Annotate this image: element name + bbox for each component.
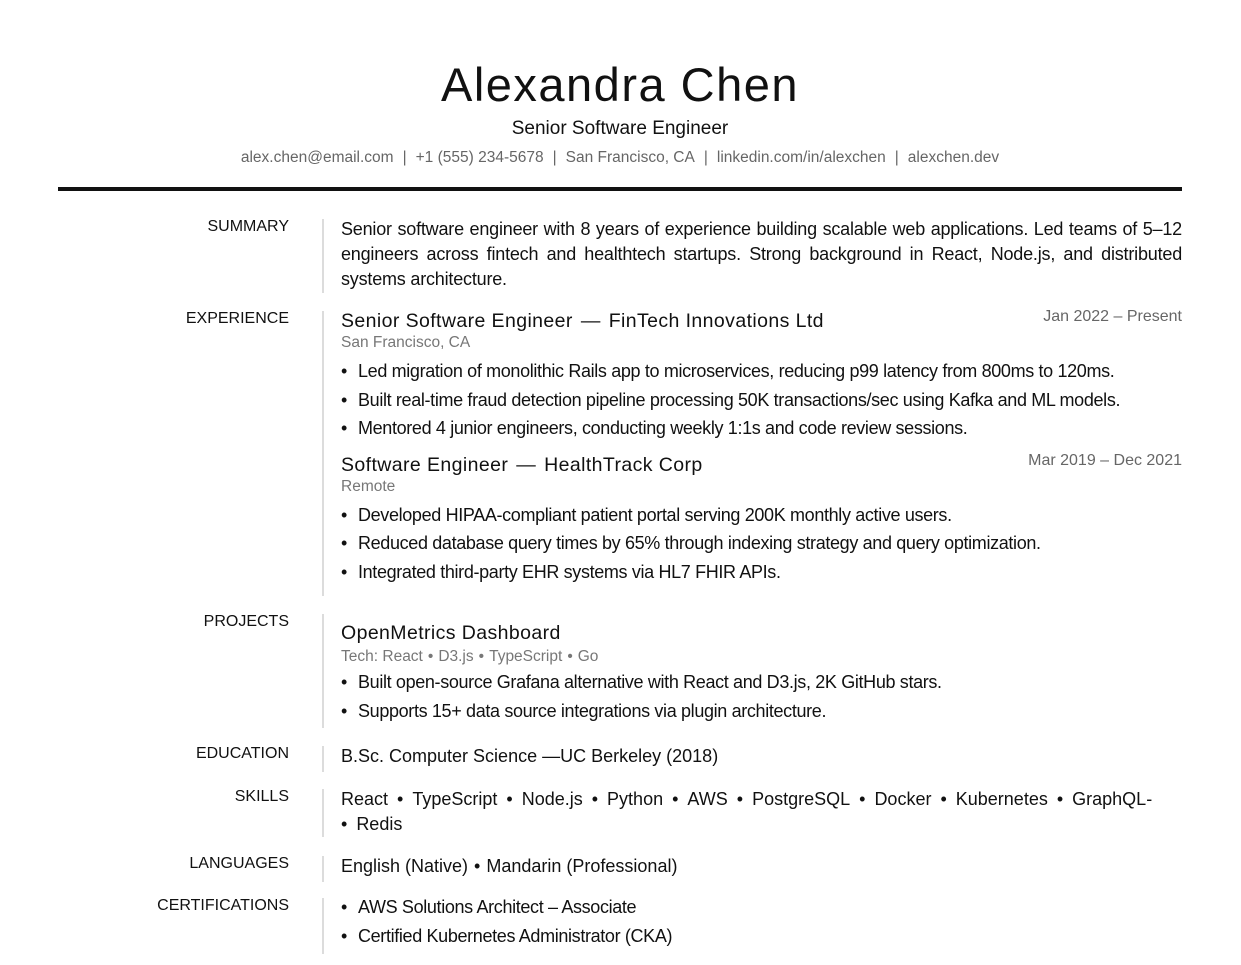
job-header [341, 309, 1182, 333]
education-degree: B.Sc. Computer Science [341, 746, 538, 766]
header-divider [58, 187, 1182, 191]
contact-linkedin: linkedin.com/in/alexchen [716, 149, 886, 166]
language-item: English (Native) [341, 856, 469, 876]
bullet-text: Led migration of monolithic Rails app to microservices, reducing p99 latency from 800ms to 120ms. [358, 361, 1115, 381]
certification-text: AWS Solutions Architect – Associate [358, 897, 637, 917]
job-bullets [341, 357, 1182, 443]
job-role: Senior Software Engineer [341, 310, 573, 332]
summary-text: Senior software engineer with 8 years of experience building scalable web applications. Led teams of 5–12 engineers across fintech and healthtech startups. Strong background in React, Node.js, and distributed systems architecture. [341, 219, 1182, 289]
experience-list [341, 309, 1182, 586]
bullet-icon: • [341, 672, 347, 692]
tech-item: Go [577, 648, 599, 665]
list-item [341, 386, 1182, 415]
job-role: Software Engineer [341, 453, 509, 476]
job-entry [341, 309, 1182, 443]
summary-section [58, 217, 1182, 295]
bullet-icon: • [341, 561, 347, 582]
skill-separator: • [397, 789, 404, 809]
bullet-icon: • [341, 418, 347, 438]
bullet-text: Integrated third-party EHR systems via HL7 FHIR APIs. [358, 561, 781, 582]
skill-separator: • [672, 789, 679, 809]
skill-item: Docker [874, 789, 932, 809]
certification-bullets [341, 893, 1182, 950]
bullet-icon: • [341, 389, 347, 410]
projects-section [58, 612, 1182, 730]
list-item [341, 893, 1182, 922]
bullet-text: Built open-source Grafana alternative with React and D3.js, 2K GitHub stars. [358, 672, 942, 692]
tech-separator: • [478, 648, 485, 665]
job-dates: Mar 2019 – Dec 2021 [1028, 451, 1182, 469]
language-item: Mandarin (Professional) [486, 856, 678, 876]
job-dash: — [580, 310, 601, 332]
contact-separator: | [703, 149, 708, 166]
contact-location: San Francisco, CA [565, 149, 695, 166]
bullet-text: Mentored 4 junior engineers, conducting weekly 1:1s and code review sessions. [358, 418, 968, 438]
list-item [341, 697, 1182, 726]
contact-line [58, 148, 1182, 168]
job-bullets [341, 501, 1182, 587]
skill-item: Kubernetes [955, 789, 1048, 809]
skill-item: React [341, 789, 389, 809]
skill-separator: • [591, 789, 599, 809]
education-section [58, 744, 1182, 774]
section-divider [322, 789, 324, 837]
job-location: Remote [341, 477, 396, 495]
certifications-section [58, 896, 1182, 956]
skill-separator: • [1056, 789, 1064, 809]
skill-separator: • [940, 789, 947, 809]
list-item [341, 668, 1182, 697]
job-company: HealthTrack Corp [544, 453, 703, 476]
education-dash: — [542, 746, 561, 766]
experience-section [58, 309, 1182, 599]
candidate-title: Senior Software Engineer [511, 118, 729, 139]
skills-list [341, 787, 1182, 837]
bullet-icon: • [341, 700, 347, 721]
project-entry [341, 621, 1182, 725]
section-label-experience: EXPERIENCE [185, 310, 289, 327]
job-company: FinTech Innovations Ltd [608, 310, 824, 332]
skill-separator: • [341, 814, 348, 834]
education-school: UC Berkeley [560, 746, 662, 766]
bullet-icon: • [341, 925, 347, 946]
section-label-summary: SUMMARY [207, 218, 289, 235]
certifications-list [341, 893, 1182, 950]
list-item [341, 922, 1182, 951]
skill-item: Python [607, 789, 664, 809]
job-header [341, 453, 1182, 477]
list-item [341, 529, 1182, 558]
contact-email: alex.chen@email.com [240, 149, 394, 166]
candidate-name: Alexandra Chen [440, 58, 800, 111]
bullet-icon: • [341, 533, 347, 553]
bullet-text: Developed HIPAA-compliant patient portal serving 200K monthly active users. [358, 504, 952, 525]
section-label-projects: PROJECTS [203, 613, 289, 630]
skills-section [58, 787, 1182, 839]
education-entry [341, 744, 1182, 769]
skill-separator: • [506, 789, 513, 809]
job-location: San Francisco, CA [341, 334, 471, 351]
section-divider [322, 614, 324, 728]
skill-item: TypeScript [412, 789, 498, 809]
contact-website: alexchen.dev [907, 149, 1000, 166]
contact-separator: | [552, 149, 557, 166]
section-divider [322, 311, 324, 596]
language-separator: • [474, 856, 481, 876]
contact-separator: | [894, 149, 899, 166]
job-entry [341, 453, 1182, 587]
skill-separator: • [859, 789, 866, 809]
section-divider [322, 898, 324, 954]
list-item [341, 414, 1182, 443]
list-item [341, 558, 1182, 587]
tech-item: React [382, 648, 423, 665]
tech-separator: • [567, 648, 573, 665]
education-year: (2018) [666, 746, 719, 766]
bullet-icon: • [341, 897, 347, 917]
skill-item: Node.js [521, 789, 583, 809]
job-dash: — [516, 453, 537, 476]
projects-list [341, 621, 1182, 725]
section-label-education: EDUCATION [195, 745, 289, 762]
languages-list [341, 854, 1182, 879]
section-divider [322, 746, 324, 772]
list-item [341, 501, 1182, 530]
section-label-languages: LANGUAGES [189, 855, 289, 872]
bullet-text: Built real-time fraud detection pipeline processing 50K transactions/sec using Kafka and ML models. [358, 389, 1121, 410]
skill-item: Redis [356, 814, 403, 834]
languages-section [58, 854, 1182, 884]
tech-item: TypeScript [489, 648, 563, 665]
bullet-text: Supports 15+ data source integrations via plugin architecture. [358, 700, 827, 721]
job-dates: Jan 2022 – Present [1043, 308, 1182, 325]
contact-phone: +1 (555) 234-5678 [415, 149, 544, 166]
skill-item: GraphQL- [1072, 789, 1153, 809]
certification-text: Certified Kubernetes Administrator (CKA) [358, 925, 673, 946]
skill-item: AWS [687, 789, 728, 809]
tech-item: D3.js [438, 648, 474, 665]
section-label-skills: SKILLS [234, 788, 289, 805]
section-label-certifications: CERTIFICATIONS [157, 897, 289, 914]
project-bullets [341, 668, 1182, 725]
section-divider [322, 219, 324, 293]
bullet-icon: • [341, 361, 347, 381]
tech-separator: • [427, 648, 434, 665]
tech-prefix: Tech: [341, 648, 379, 665]
section-divider [322, 856, 324, 882]
project-tech [341, 647, 1182, 667]
skill-item: PostgreSQL [752, 789, 851, 809]
bullet-text: Reduced database query times by 65% through indexing strategy and query optimization. [358, 533, 1041, 553]
list-item [341, 357, 1182, 386]
contact-separator: | [402, 149, 407, 166]
bullet-icon: • [341, 504, 347, 525]
project-name: OpenMetrics Dashboard [341, 622, 561, 644]
skill-separator: • [736, 789, 744, 809]
